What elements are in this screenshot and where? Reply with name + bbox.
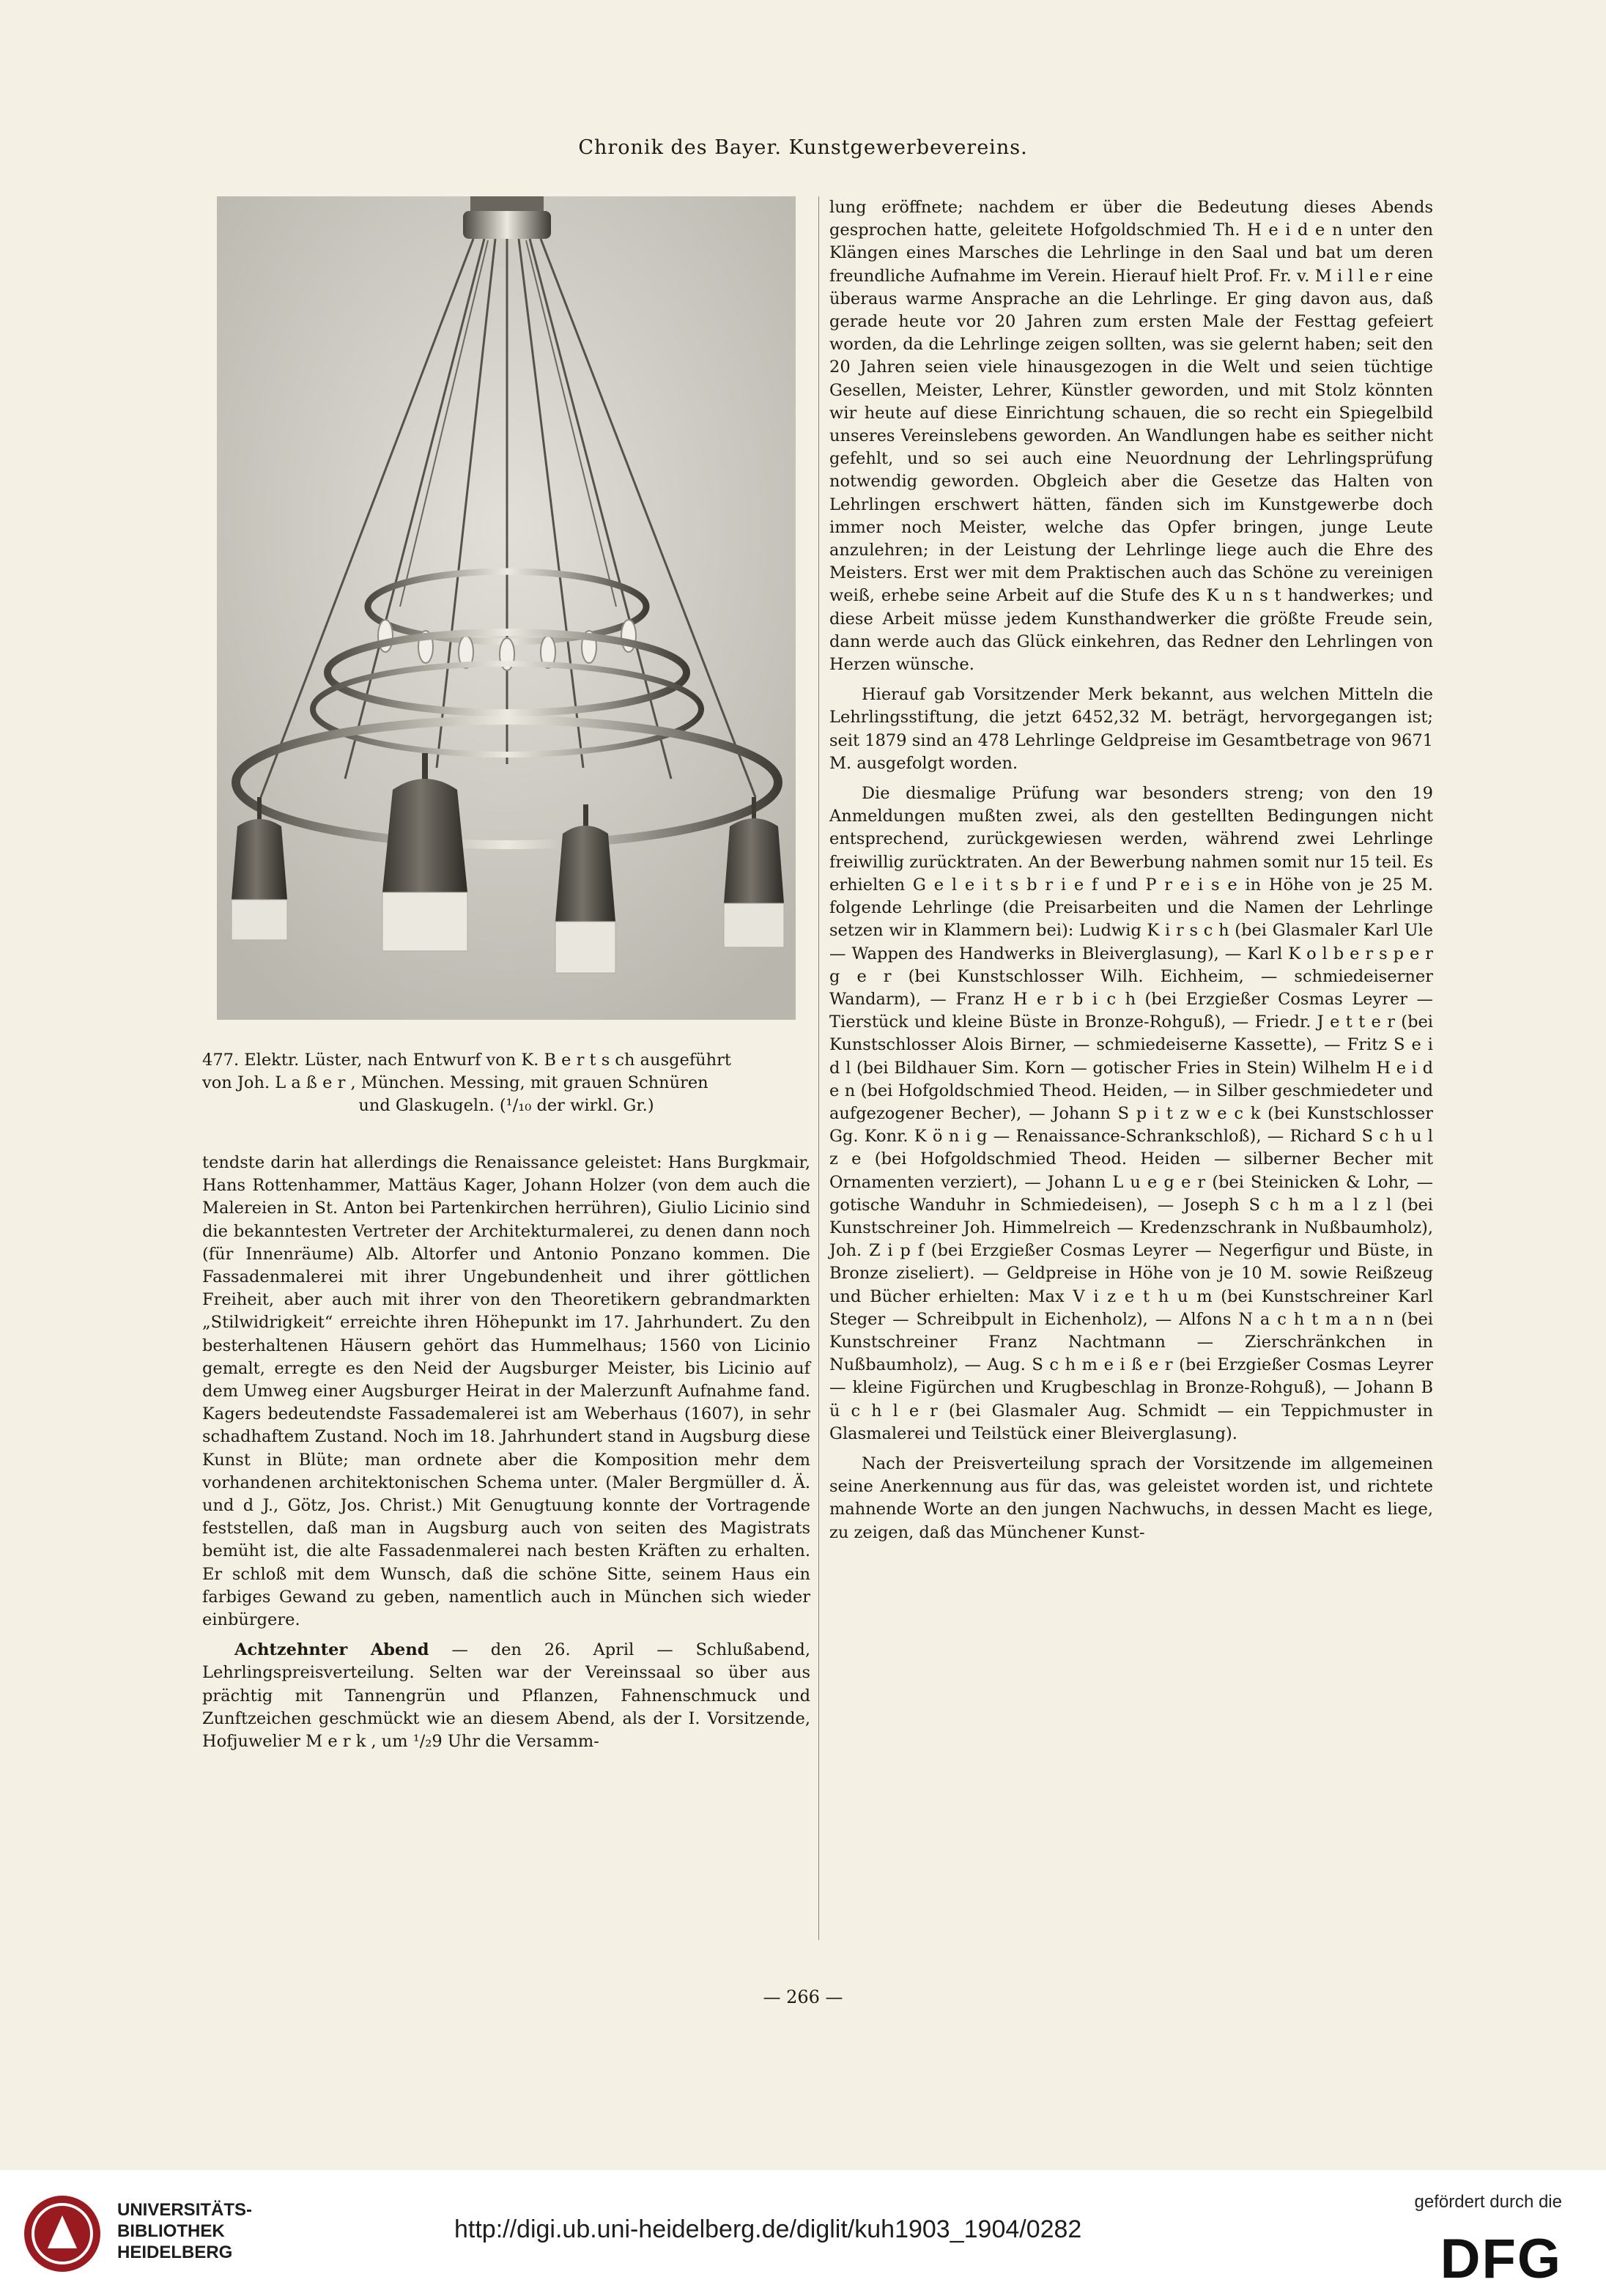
- right-paragraph-2: Hierauf gab Vorsitzender Merk bekannt, aus welchen Mitteln die Lehrlingsstiftung, die jetzt 6452,32 M. beträgt, hervorgegangen ist; seit 1879 sind an 478 Lehrlinge Geldpreise im Gesamtbetrage von 9671 M. ausgefolgt worden.: [829, 685, 1433, 773]
- library-line-1: UNIVERSITÄTS-: [117, 2200, 253, 2220]
- library-line-3: HEIDELBERG: [117, 2243, 233, 2262]
- right-column: [829, 196, 1433, 1544]
- permalink-url[interactable]: http://digi.ub.uni-heidelberg.de/diglit/kuh1903_1904/0282: [454, 2215, 1082, 2243]
- page-number: — 266 —: [763, 1987, 843, 2007]
- figure-caption: [202, 1049, 810, 1117]
- university-seal-icon: [22, 2193, 103, 2274]
- dfg-logo: DFG: [1440, 2228, 1562, 2290]
- right-paragraph-3: Die diesmalige Prüfung war besonders streng; von den 19 Anmeldungen mußten zwei, als den gestellten Bedingungen nicht entsprechend, zurückgewiesen werden, während zwei Lehrlinge freiwillig zurücktraten. An der Bewerbung nahmen somit nur 15 teil. Es erhielten G e l e i t s b r i e f und P r e i s e in Höhe von je 25 M. folgende Lehrlinge (die Preisarbeiten und die Namen der Lehrlinge setzen wir in Klammern bei): Ludwig K i r s c h (bei Glasmaler Karl Ule — Wappen des Handwerks in Bleiverglasung), — Karl K o l b e r s p e r g e r (bei Kunstschlosser Wilh. Eichheim, — schmiedeiserner Wandarm), — Franz H e r b i c h (bei Erzgießer Cosmas Leyrer — Tierstück und kleine Büste in Bronze-Rohguß), — Friedr. J e t t e r (bei Kunstschlosser Alois Birner, — schmiedeiserne Kassette), — Fritz S e i d l (bei Bildhauer Sim. Korn — gotischer Fries in Stein) Wilhelm H e i d e n (bei Hofgoldschmied Theod. Heiden, — in Silber geschmiedeter und aufgezogener Becher), — Johann S p i t z w e c k (bei Kunstschlosser Gg. Konr. K ö n i g — Renaissance-Schrankschloß), — Richard S c h u l z e (bei Hofgoldschmied Theod. Heiden — silberner Becher mit Ornamenten verziert), — Johann L u e g e r (bei Steinicken & Lohr, — gotische Wanduhr in Schmiedeisen), — Joseph S c h m a l z l (bei Kunstschreiner Joh. Himmelreich — Kredenzschrank in Nußbaumholz), Joh. Z i p f (bei Erzgießer Cosmas Leyrer — Negerfigur und Büste, in Bronze ziseliert). — Geldpreise in Höhe von je 10 M. sowie Reißzeug und Bücher erhielten: Max V i z e t h u m (bei Kunstschreiner Karl Steger — Schreibpult in Eichenholz), — Alfons N a c h t m a n n (bei Kunstschreiner Franz Nachtmann — Zierschränkchen in Nußbaumholz), — Aug. S c h m e i ß e r (bei Erzgießer Cosmas Leyrer — kleine Figürchen und Krugbeschlag in Bronze-Rohguß), — Johann B ü c h l e r (bei Glasmaler Aug. Schmidt — ein Teppichmuster in Glasmalerei und Teilstück einer Bleiverglasung).: [829, 784, 1433, 1443]
- chandelier-illustration: [217, 196, 796, 1020]
- caption-line-2: von Joh. L a ß e r , München. Messing, mit grauen Schnüren: [202, 1073, 708, 1092]
- digitization-footer: [0, 2170, 1606, 2296]
- right-paragraph-4: Nach der Preisverteilung sprach der Vorsitzende im allgemeinen seine Anerkennung aus für das, was geleistet worden ist, und richtete mahnende Worte an den jungen Nachwuchs, in dessen Macht es liege, zu zeigen, daß das Münchener Kunst-: [829, 1453, 1433, 1542]
- running-header: Chronik des Bayer. Kunstgewerbevereins.: [578, 136, 1028, 159]
- left-column: [202, 1152, 810, 1753]
- library-line-2: BIBLIOTHEK: [117, 2221, 225, 2241]
- caption-line-3: und Glaskugeln. (¹/₁₀ der wirkl. Gr.): [358, 1096, 654, 1115]
- left-paragraph-1: tendste darin hat allerdings die Renaissance geleistet: Hans Burgkmair, Hans Rottenhammer, Mattäus Kager, Johann Holzer (von dem auch die Malereien in St. Anton bei Partenkirchen herrühren), Giulio Licinio sind die bekanntesten Vertreter der Architekturmalerei, zu denen dann noch (für Innenräume) Alb. Altorfer und Antonio Ponzano kommen. Die Fassadenmalerei mit ihrer Ungebundenheit und ihrer göttlichen Freiheit, aber auch mit ihrer von den Theoretikern gebrandmarkten „Stilwidrigkeit“ erreichte ihren Höhepunkt im 17. Jahrhundert. Zu den besterhaltenen Häusern gehört das Hummelhaus; 1560 von Licinio gemalt, erregte es den Neid der Augsburger Meister, bis Licinio auf dem Umweg einer Augsburger Heirat in der Malerzunft Aufnahme fand. Kagers bedeutendste Fassademalerei ist am Weberhaus (1607), in sehr schadhaftem Zustand. Noch im 18. Jahrhundert stand in Augsburg diese Kunst in Blüte; man ordnete aber die Komposition mehr dem vorhandenen architektonischen Schema unter. (Maler Bergmüller d. Ä. und d J., Götz, Jos. Christ.) Mit Genugtuung konnte der Vortragende feststellen, daß man in Augsburg auch von seiten des Magistrats bemüht ist, die alte Fassadenmalerei nach besten Kräften zu erhalten. Er schloß mit dem Wunsch, daß die schöne Sitte, seinem Haus ein farbiges Gewand zu geben, namentlich auch in München sich wieder einbürgere.: [202, 1153, 810, 1630]
- chandelier-photograph: [217, 196, 796, 1020]
- caption-line-1: 477. Elektr. Lüster, nach Entwurf von K. B e r t s ch ausgeführt: [202, 1051, 731, 1070]
- sponsor-label: gefördert durch die: [1414, 2192, 1562, 2212]
- column-divider: [818, 196, 819, 1940]
- library-name: [117, 2199, 252, 2263]
- right-paragraph-1: lung eröffnete; nachdem er über die Bedeutung dieses Abends gesprochen hatte, geleitete Hofgoldschmied Th. H e i d e n unter den Klängen eines Marsches die Lehrlinge in den Saal und bat um deren freundliche Aufnahme im Verein. Hierauf hielt Prof. Fr. v. M i l l e r eine überaus warme Ansprache an die Lehrlinge. Er ging davon aus, daß gerade heute vor 20 Jahren zum ersten Male der Festtag gefeiert worden, da die Lehrlinge zeigen sollten, was sie gelernt haben; seit den 20 Jahren seien viele hinausgezogen in die Welt und seien tüchtige Gesellen, Meister, Lehrer, Künstler geworden, und mit Stolz könnten wir heute auf diese Einrichtung schauen, die so recht ein Spiegelbild unseres Vereinslebens geworden. An Wandlungen habe es seither nicht gefehlt, und so sei auch eine Neuordnung der Lehrlingsprüfung notwendig geworden. Obgleich aber die Gesetze das Halten von Lehrlingen erschwert hätten, fänden sich im Kunstgewerbe doch immer noch Meister, welche das Opfer bringen, junge Leute anzulehren; in der Leistung der Lehrlinge liege auch die Ehre des Meisters. Erst wer mit dem Praktischen auch das Schöne zu vereinigen weiß, erhebe seine Arbeit auf die Stufe des K u n s t handwerkes; und diese Arbeit müsse jedem Kunsthandwerker die größte Freude sein, dann werde auch das Glück einkehren, das Redner den Lehrlingen von Herzen wünsche.: [829, 198, 1433, 675]
- section-text: — den 26. April — Schlußabend, Lehrlingspreisverteilung. Selten war der Vereinssaal so über aus prächtig mit Tannengrün und Pflanzen, Fahnenschmuck und Zunftzeichen geschmückt wie an diesem Abend, als der I. Vorsitzende, Hofjuwelier M e r k , um ¹/₂9 Uhr die Versamm-: [202, 1640, 810, 1752]
- section-eighteenth-evening: [202, 1639, 810, 1753]
- section-heading: Achtzehnter Abend: [234, 1640, 429, 1660]
